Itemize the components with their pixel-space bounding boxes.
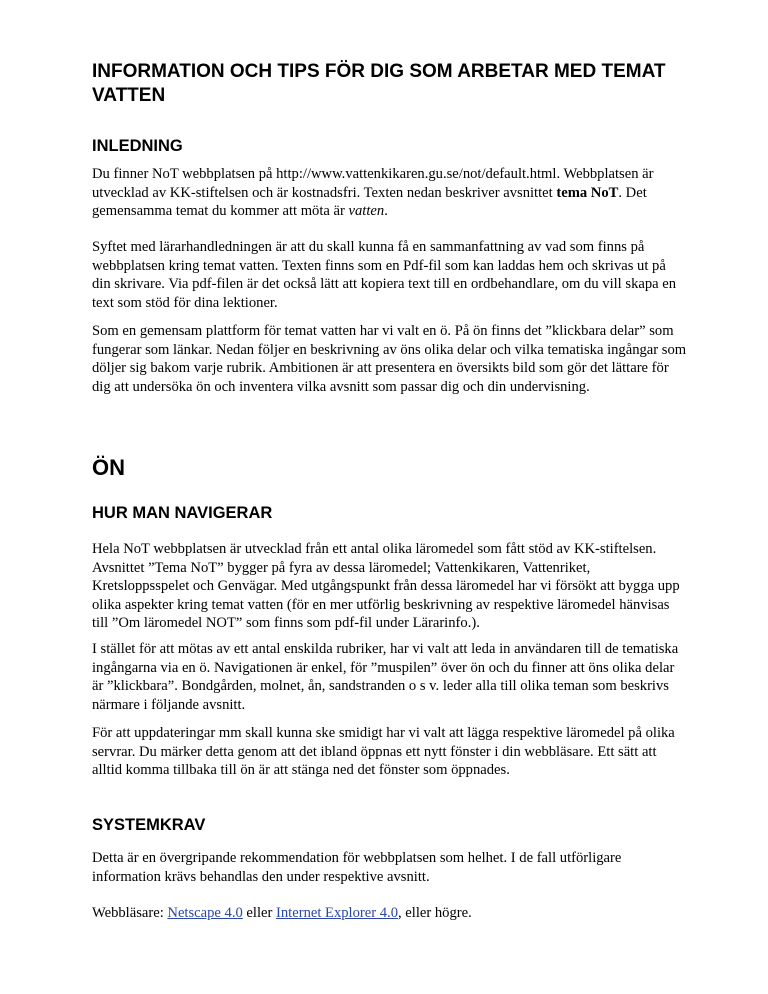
text-segment: eller xyxy=(242,905,277,921)
paragraph-inledning-1 xyxy=(92,165,688,221)
paragraph-systemkrav-1: Detta är en övergripande rekommendation för webbplatsen som helhet. I de fall utförligare information krävs behandlas den under respektive avsnitt. xyxy=(92,850,622,885)
internet-explorer-link[interactable]: Internet Explorer 4.0 xyxy=(276,905,398,921)
heading-inledning: INLEDNING xyxy=(92,137,183,155)
text-segment: , eller högre. xyxy=(398,905,472,921)
paragraph-inledning-3: Som en gemensam plattform för temat vatten har vi valt en ö. På ön finns det ”klickbara delar” som fungerar som länkar. Nedan följer en beskrivning av öns olika delar och vilka tematiska ingångar som döljer sig bakom varje rubrik. Ambitionen är att presentera en översikts bild som gör det lättare för dig att undersöka ön och inventera vilka avsnitt som passar dig och din undervisning. xyxy=(92,323,687,395)
netscape-link[interactable]: Netscape 4.0 xyxy=(167,905,243,921)
paragraph-navigera-1: Hela NoT webbplatsen är utvecklad från ett antal olika läromedel som fått stöd av KK-stiftelsen. Avsnittet ”Tema NoT” bygger på fyra av dessa läromedel; Vattenkikaren, Vattenriket, Kretsloppsspelet och Genvägar. Med utgångspunkt från dessa läromedel har vi försökt att bygga upp olika aspekter kring temat vatten (för en mer utförlig beskrivning av respektive läromedel hänvisas till ”Om läromedel NOT” som finns som pdf-fil under Lärarinfo.). xyxy=(92,541,680,631)
paragraph-systemkrav-2 xyxy=(92,904,688,923)
italic-term: vatten xyxy=(348,203,385,219)
text-segment: . xyxy=(384,203,388,219)
text-segment: Du finner NoT webbplatsen på http://www.vattenkikaren.gu.se/not/default.html. Webbplatsen är utvecklad av KK-stiftelsen och är kostnadsfri. Texten nedan beskriver avsnittet xyxy=(92,166,654,201)
paragraph-navigera-3: För att uppdateringar mm skall kunna ske smidigt har vi valt att lägga respektive läromedel på olika servrar. Du märker detta genom att det ibland öppnas ett nytt fönster i din webbläsare. Ett sätt att alltid komma tillbaka till ön är att stänga ned det fönster som öppnades. xyxy=(92,725,675,778)
heading-systemkrav: SYSTEMKRAV xyxy=(92,816,206,834)
paragraph-navigera-2: I stället för att mötas av ett antal enskilda rubriker, har vi valt att leda in användaren till de tematiska ingångarna via en ö. Navigationen är enkel, för ”muspilen” över ön och du finner att öns olika delar är ”klickbara”. Bondgården, molnet, ån, sandstranden o s v. leder alla till olika teman som beskrivs närmare i följande avsnitt. xyxy=(92,641,679,713)
heading-hur-man-navigerar: HUR MAN NAVIGERAR xyxy=(92,504,273,522)
paragraph-inledning-2: Syftet med lärarhandledningen är att du skall kunna få en sammanfattning av vad som finns på webbplatsen kring temat vatten. Texten finns som en Pdf-fil som kan laddas hem och skrivas ut på din skrivare. Via pdf-filen är det också lätt att kopiera text till en ordbehandlare, om du vill skapa en text som stöd för dina lektioner. xyxy=(92,239,677,311)
text-segment: Webbläsare: xyxy=(92,905,168,921)
text-segment: . Det gemensamma temat du kommer att möta är xyxy=(92,184,647,219)
heading-on: ÖN xyxy=(92,455,125,480)
document-title: INFORMATION OCH TIPS FÖR DIG SOM ARBETAR MED TEMAT VATTEN xyxy=(92,61,666,106)
bold-term: tema NoT xyxy=(556,184,619,201)
